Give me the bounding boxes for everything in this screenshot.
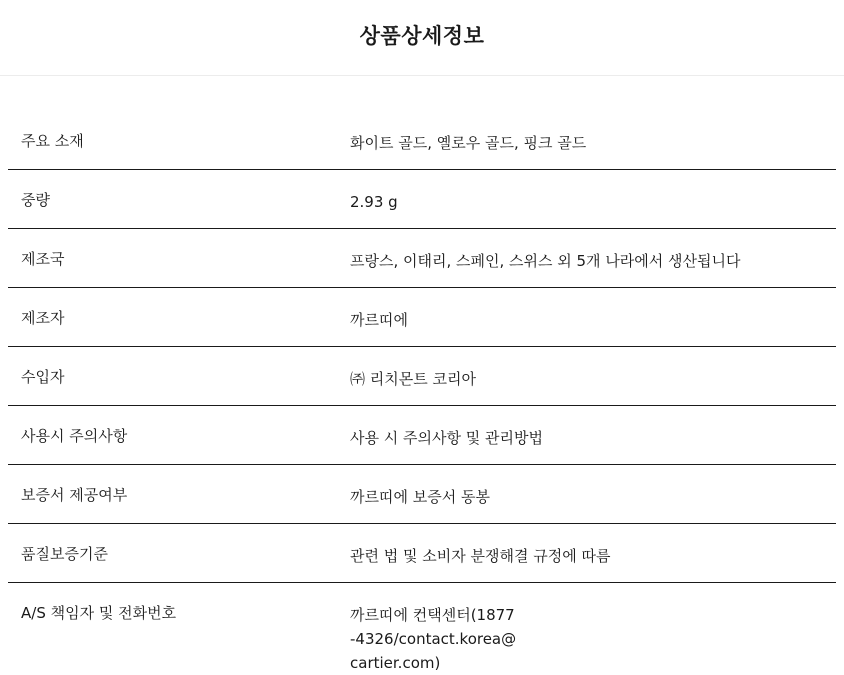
spec-value: 프랑스, 이태리, 스페인, 스위스 외 5개 나라에서 생산됩니다	[350, 252, 741, 270]
spec-row-weight	[8, 170, 836, 229]
spec-value: 까르띠에 보증서 동봉	[350, 488, 490, 506]
spec-row-material	[8, 111, 836, 170]
spec-row-origin	[8, 229, 836, 288]
spec-value: 화이트 골드, 옐로우 골드, 핑크 골드	[350, 134, 587, 152]
spec-row-warranty	[8, 465, 836, 524]
spec-row-importer	[8, 347, 836, 406]
page-title: 상품상세정보	[359, 23, 485, 48]
spec-label: 중량	[21, 191, 50, 209]
spec-value: 2.93 g	[350, 193, 398, 211]
spec-row-quality-standard	[8, 524, 836, 583]
spec-label: 제조국	[21, 250, 65, 268]
spec-row-manufacturer	[8, 288, 836, 347]
header	[0, 0, 844, 76]
spec-label: A/S 책임자 및 전화번호	[21, 604, 177, 622]
spec-value: 사용 시 주의사항 및 관리방법	[350, 429, 543, 447]
spec-label: 제조자	[21, 309, 65, 327]
spec-label: 사용시 주의사항	[21, 427, 128, 445]
spec-label: 보증서 제공여부	[21, 486, 128, 504]
spec-row-after-service	[8, 583, 836, 672]
spec-value: 관련 법 및 소비자 분쟁해결 규정에 따름	[350, 547, 611, 565]
spec-label: 주요 소재	[21, 132, 84, 150]
spec-label: 품질보증기준	[21, 545, 108, 563]
spec-row-precautions	[8, 406, 836, 465]
spec-value: ㈜ 리치몬트 코리아	[350, 370, 476, 388]
spec-label: 수입자	[21, 368, 65, 386]
product-spec-table	[8, 111, 836, 672]
spec-value: 까르띠에	[350, 311, 408, 329]
spec-value: 까르띠에 컨택센터(1877-4326/contact.korea@cartier.com)	[350, 606, 517, 672]
